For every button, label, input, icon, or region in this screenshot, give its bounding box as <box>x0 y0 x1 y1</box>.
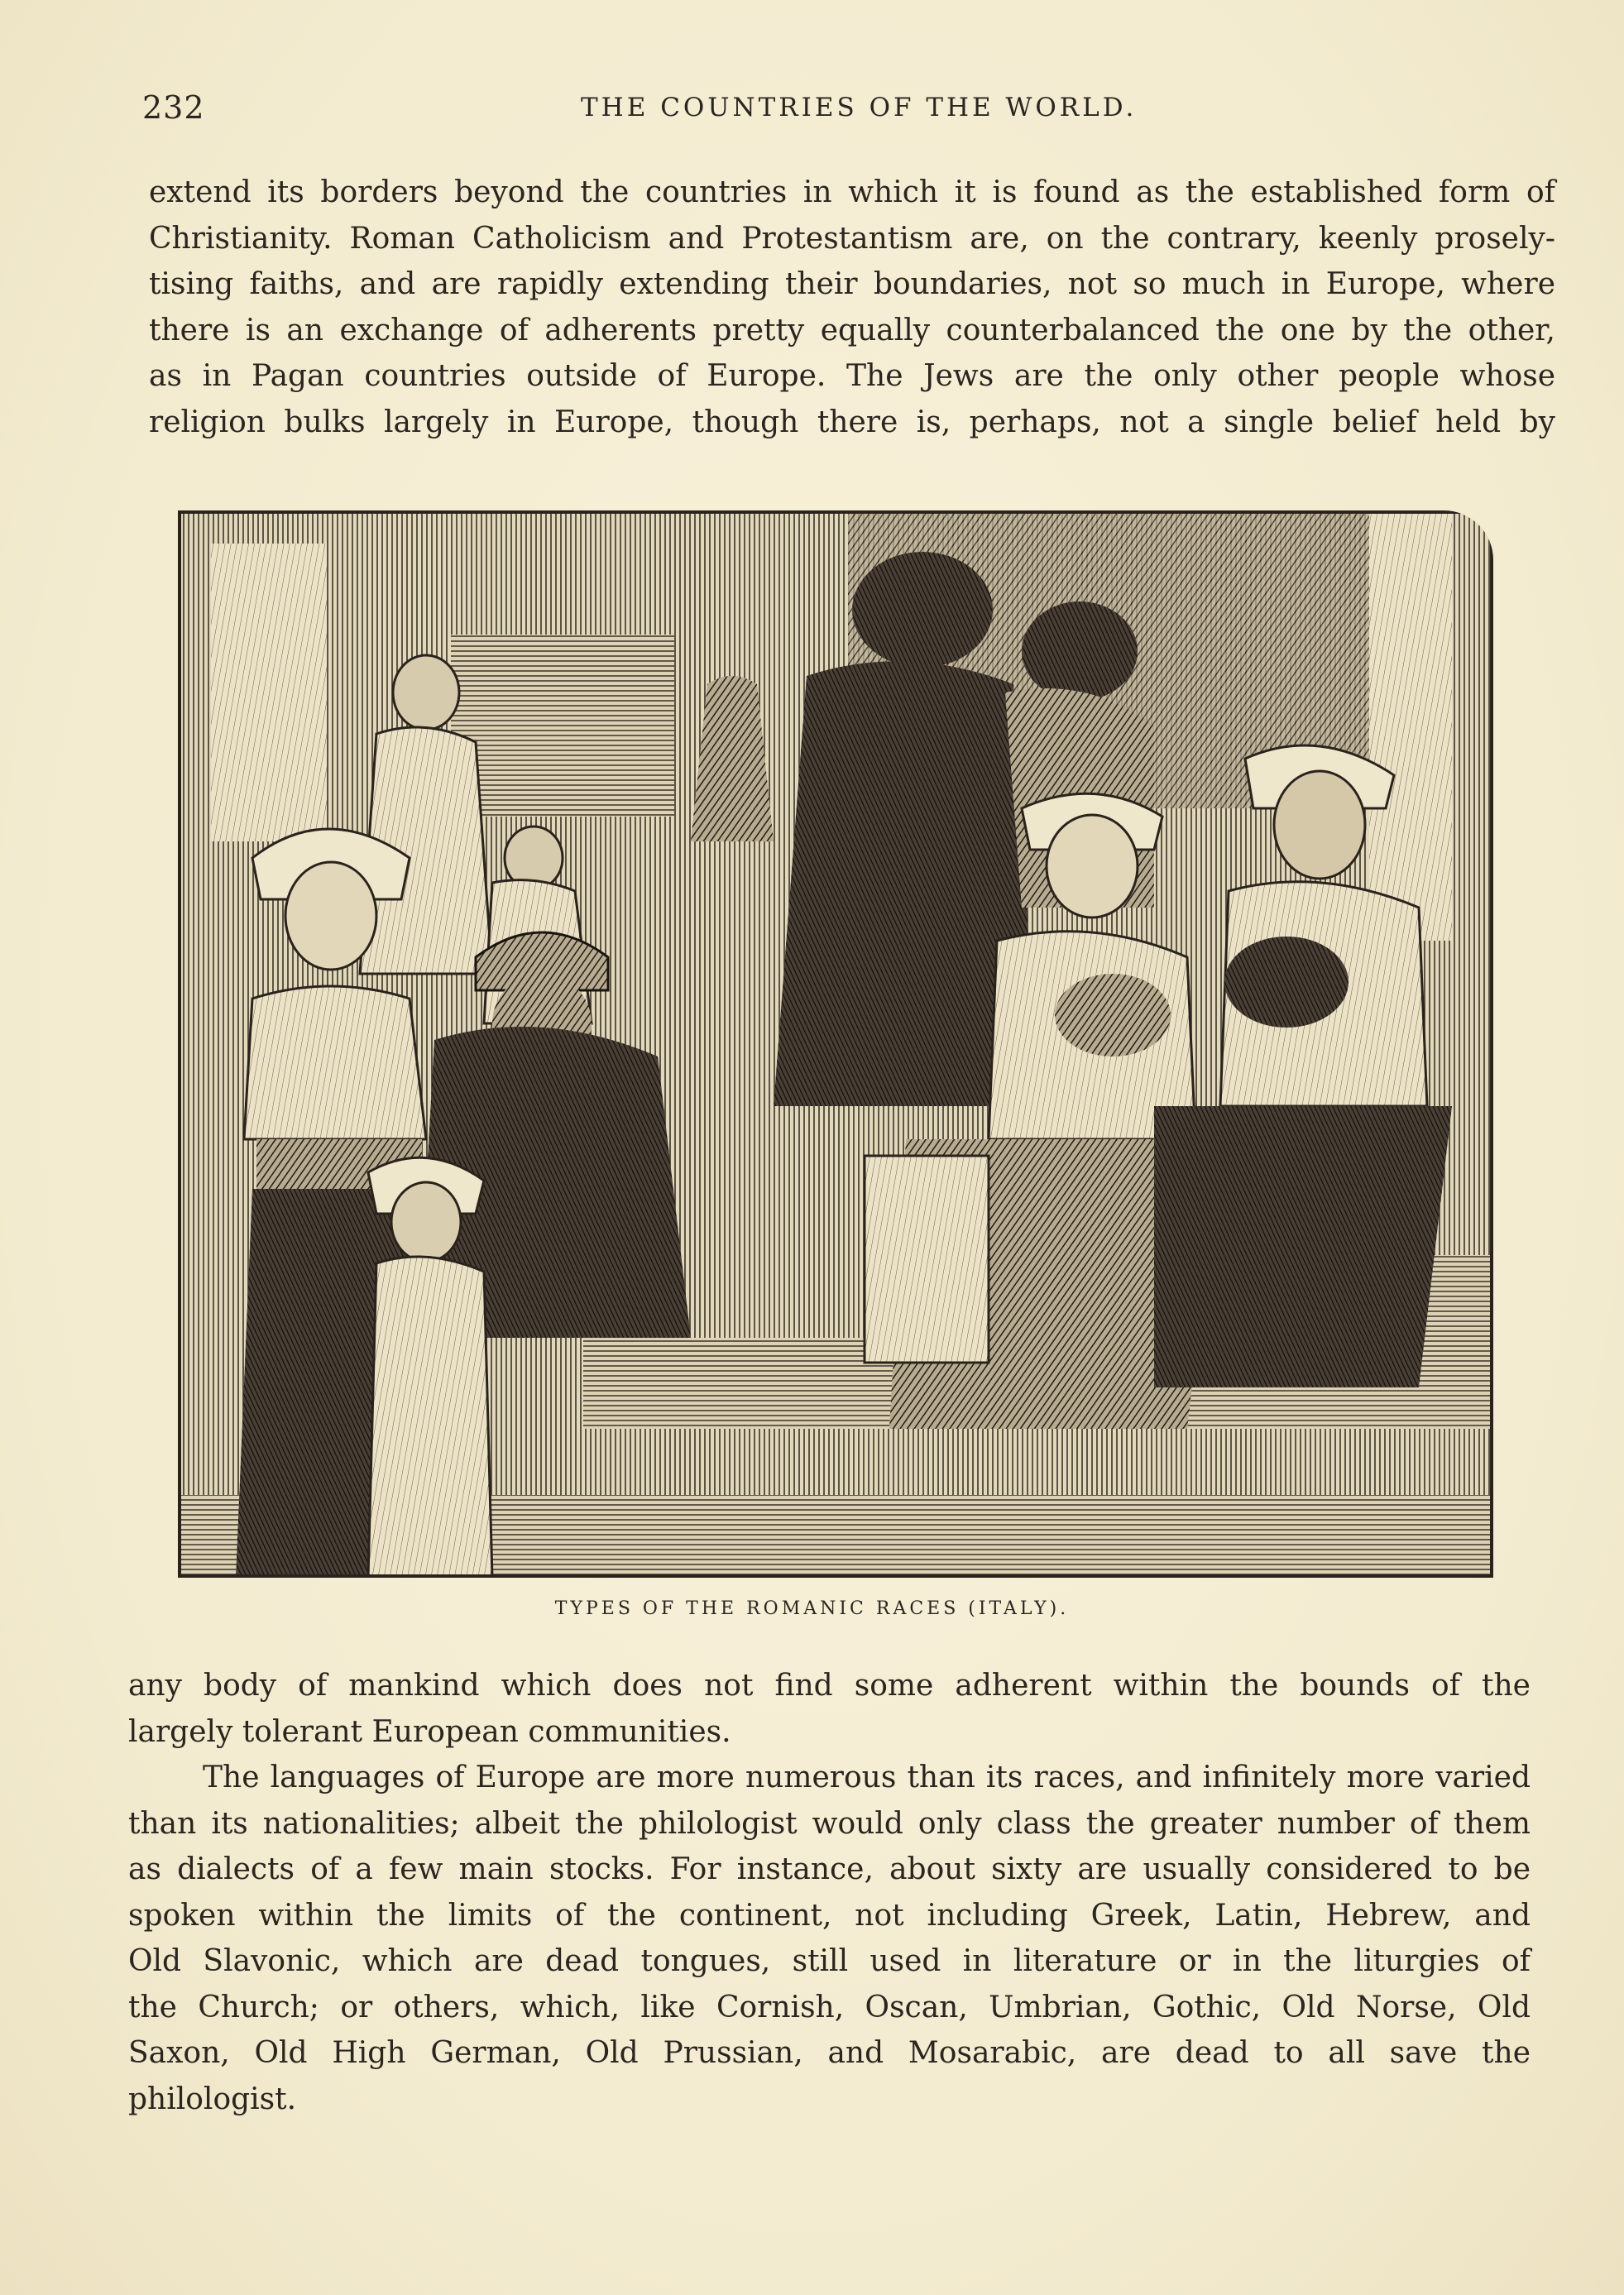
text-line: there is an exchange of adherents pretty equally counterbalanced the one by the other, <box>149 313 1555 347</box>
engraving-illustration <box>178 510 1493 1578</box>
woman-left-face <box>285 862 376 970</box>
text-line: Old Slavonic, which are dead tongues, still used in literature or in the liturgies of <box>128 1944 1531 1978</box>
stone-wall <box>451 635 674 817</box>
step-middle <box>583 1429 1493 1495</box>
figure-caption: TYPES OF THE ROMANIC RACES (ITALY). <box>554 1598 1070 1619</box>
column-right <box>1369 510 1452 941</box>
text-line: as dialects of a few main stocks. For instance, about sixty are usually considered to be <box>128 1852 1531 1886</box>
second-hat <box>1022 601 1138 701</box>
running-title: THE COUNTRIES OF THE WORLD. <box>581 93 1138 122</box>
woman-right-skirt <box>1154 1106 1452 1387</box>
text-line: tising faiths, and are rapidly extending their boundaries, not so much in Europe, where <box>149 267 1555 301</box>
column-left <box>211 544 327 841</box>
text-line: The languages of Europe are more numerous than its races, and infinitely more varied <box>203 1761 1531 1794</box>
child-face <box>391 1182 461 1262</box>
text-line: largely tolerant European communities. <box>128 1714 731 1749</box>
text-line: than its nationalities; albeit the philologist would only class the greater number of them <box>128 1806 1531 1841</box>
text-line: philologist. <box>128 2082 297 2116</box>
text-line: Christianity. Roman Catholicism and Protestantism are, on the contrary, keenly prosely- <box>149 221 1555 256</box>
woman-left-blouse <box>244 986 426 1139</box>
child-dress <box>368 1257 492 1578</box>
embroidered-apron <box>865 1156 989 1363</box>
text-line: the Church; or others, which, like Cornish, Oscan, Umbrian, Gothic, Old Norse, Old <box>128 1990 1531 2024</box>
text-line: spoken within the limits of the continent, not including Greek, Latin, Hebrew, and <box>128 1898 1531 1933</box>
paragraph-top <box>149 170 1555 445</box>
bg-figure-head <box>393 655 459 730</box>
page-number: 232 <box>142 89 205 126</box>
text-line: religion bulks largely in Europe, though there is, perhaps, not a single belief held by <box>149 405 1555 439</box>
paragraph-bottom <box>128 1663 1531 2122</box>
engraving-image <box>178 510 1493 1578</box>
text-line: extend its borders beyond the countries in which it is found as the established form of <box>149 175 1555 209</box>
infant-right <box>1224 937 1349 1028</box>
woman-right-face <box>1274 771 1365 879</box>
wide-hat <box>852 552 993 668</box>
text-line: as in Pagan countries outside of Europe. The Jews are the only other people whose <box>149 359 1555 393</box>
mother-center-face <box>1047 815 1138 918</box>
text-line: any body of mankind which does not find some adherent within the bounds of the <box>128 1669 1531 1703</box>
running-head <box>142 89 1565 126</box>
text-line: Saxon, Old High German, Old Prussian, and Mosarabic, are dead to all save the <box>128 2036 1531 2070</box>
infant-center <box>1055 974 1171 1056</box>
